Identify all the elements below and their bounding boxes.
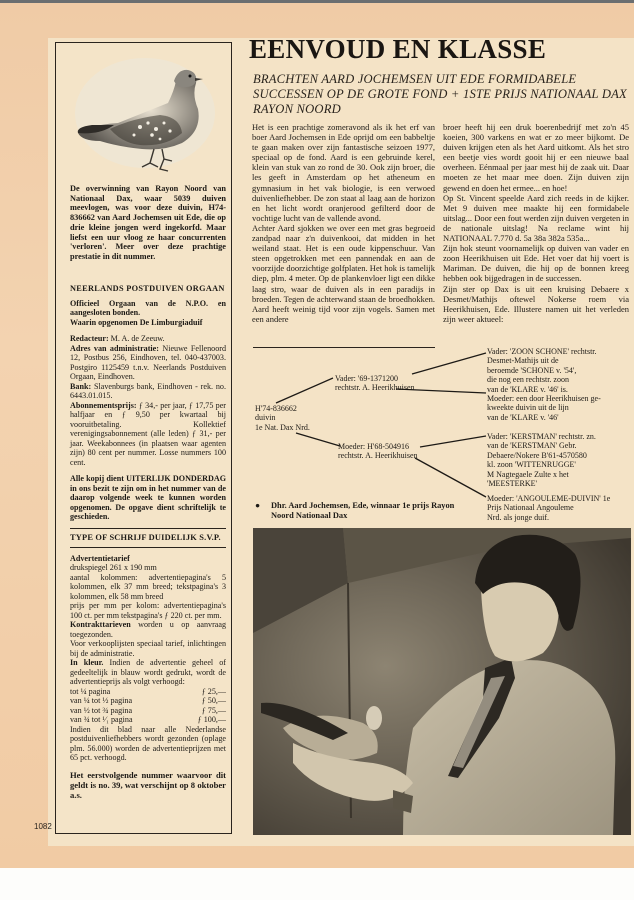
pedigree-line: beroemde 'SCHONE v. '54',	[487, 365, 577, 375]
column-divider	[253, 347, 435, 348]
pedigree-sire-parents	[487, 347, 601, 422]
pedigree-line: duivin	[255, 413, 276, 423]
pigeon-illustration	[70, 51, 220, 176]
distribution-note: Indien dit blad naar alle Nederlandse postduivenliefhebbers wordt gezonden (oplage plm. 56.000) worden de advertentieprijzen met 65 pct. verhoogd.	[70, 724, 226, 763]
masthead-details	[70, 334, 226, 467]
color-text: Indien de advertentie geheel of gedeeltelijk in blauw wordt gedrukt, wordt de advertentieprijs als volgt verhoogd:	[70, 658, 226, 687]
advertising-heading: Advertentietarief	[70, 553, 130, 563]
detail-label: Redacteur:	[70, 334, 109, 344]
copy-deadline-notice: Alle kopij dient UITERLIJK DONDERDAG in ons bezit te zijn om in het nummer van de daarop volgende week te kunnen worden opgenomen. De opgave dient schriftelijk te geschieden.	[70, 474, 226, 522]
sales-lists: Voor verkooplijsten speciaal tarief, inlichtingen bij de administratie.	[70, 639, 226, 658]
detail-label: Bank:	[70, 381, 92, 391]
paragraph: Achter Aard sjokken we over een met gras begroeid zandpad naar z'n duivenkooi, dat midden in het weiland staat. Het is een oude kippenschuur. Van steen opgetrokken met een pannendak en aan de voorzijde doorzichtige golfplaten. Het hok is tamelijk diep, plm. 4 meter. Op de plankenvloer ligt een dikke laag stro, waar de duiven als in een paradijs in broeden. Tegen de achterwand staan de broedhokken. Aard heeft weinig tijd voor zijn vogels. Samen met een andere	[252, 222, 435, 324]
detail-value: Slavenburgs bank, Eindhoven - rek. no. 6443.01.015.	[70, 381, 226, 401]
pedigree-dam	[338, 442, 418, 461]
type-notice: TYPE OF SCHRIJF DUIDELIJK S.V.P.	[70, 532, 221, 542]
detail-value: Nieuwe Fellenoord 12, Postbus 256, Eindhoven, tel. 040-437003. Postgiro 1125459 t.n.v. Neerlands Postduiven Orgaan, Eindhoven.	[70, 343, 226, 382]
price-row	[70, 706, 226, 716]
pedigree-line: van de 'KERSTMAN' Gebr.	[487, 441, 577, 451]
price-range: tot ¼ pagina	[70, 686, 111, 696]
paragraph: Zijn ster op Dax is uit een kruising Debaere x Desmet/Mathijs oftewel Nokerse roem via Heerikhuisen, Ede. Illustere namen uit het verleden zijn weer aktueel:	[443, 283, 629, 324]
article-column-1	[252, 122, 435, 324]
advertising-rates	[70, 554, 226, 763]
pedigree-line: Moeder: een door Heerikhuisen ge-	[487, 394, 601, 404]
pedigree-line: kl. zoon 'WITTENRUGGE'	[487, 460, 576, 470]
pedigree-line: Moeder: H'68-504916	[338, 442, 409, 451]
page-number: 1082	[34, 822, 52, 831]
advertising-line: prijs per mm per kolom: advertentiepagina's 100 ct. per mm tekstpagina's ƒ 220 ct. per mm.	[70, 601, 226, 620]
paragraph: broer heeft hij een druk boerenbedrijf met zo'n 45 koeien, 300 varkens en wat er zo meer bijkomt. De duiven krijgen eten als het Aard uitkomt. Als het stro een beetje vies wordt gooit hij er een nieuwe baal overheen. Eénmaal per jaar mest hij de zaak uit. Daar moeten ze het maar mee doen. Zijn duiven zijn gewend en doen het ermee... en hoe!	[443, 122, 629, 193]
pedigree-line: Moeder: 'ANGOULEME-DUIVIN' 1e	[487, 494, 611, 503]
pedigree-sire	[335, 374, 415, 393]
price-range: van ¾ tot ¹⁄₁ pagina	[70, 715, 133, 725]
advertising-line: aantal kolommen: advertentiepagina's 5 kolommen, elk 37 mm breed; tekstpagina's 3 kolommen, elk 58 mm breed	[70, 572, 226, 601]
masthead-official	[70, 299, 226, 328]
price-value: ƒ 100,—	[197, 715, 226, 725]
article-subtitle: BRACHTEN AARD JOCHEMSEN UIT EDE FORMIDABELE SUCCESSEN OP DE GROTE FOND + 1STE PRIJS NATIONAAL DAX RAYON NOORD	[253, 72, 627, 116]
contract-text: worden u op aanvraag toegezonden.	[70, 620, 226, 639]
pedigree-line: Vader: '69-1371200	[335, 374, 398, 383]
divider	[70, 547, 226, 548]
divider	[70, 528, 226, 529]
bullet-icon: ●	[255, 501, 261, 510]
photo-caption	[257, 501, 479, 521]
masthead-title: NEERLANDS POSTDUIVEN ORGAAN	[70, 283, 225, 293]
price-value: ƒ 25,—	[201, 686, 226, 696]
price-row	[70, 687, 226, 697]
masthead-includes-line: Waarin opgenomen De Limburgiaduif	[70, 317, 203, 327]
contract-rates	[70, 620, 226, 639]
pedigree-dam-dam	[487, 494, 610, 522]
price-value: ƒ 50,—	[201, 696, 226, 706]
price-range: van ¼ tot ½ pagina	[70, 696, 133, 706]
color-rates	[70, 658, 226, 687]
photo-caption-text: Dhr. Aard Jochemsen, Ede, winnaar 1e prijs Rayon Noord Nationaal Dax	[271, 501, 455, 520]
pedigree-line: M Nagtegaele Zulte x het	[487, 469, 569, 479]
detail-label: Adres van administratie:	[70, 343, 159, 353]
masthead-box	[55, 42, 232, 834]
pedigree-line: H'74-836662	[255, 404, 297, 413]
pedigree-line: van de 'KLARE v. '46' is.	[487, 384, 568, 394]
paragraph: Op St. Vincent speelde Aard zich reeds in de kijker. Met 9 duiven mee maakte hij een formidabele uitslag... Door een fout werden zijn duiven vergeten in de nationale uitslag! Na reclame wint hij NATIONAAL 7.770 d. 5a 38a 382a 535a...	[443, 192, 629, 244]
masthead-official-line: Officieel Orgaan van de N.P.O. en aangesloten bonden.	[70, 298, 226, 318]
scan-margin	[0, 868, 634, 900]
paragraph: Het is een prachtige zomeravond als ik het erf van boer Aard Jochemsen in Ede oprijd om een babbeltje te gaan maken over zijn fantastische seizoen 1977, speciaal op de fond. Aard is een gebruinde kerel, klein van stuk van zo rond de 30. Ook zijn broer, die les geeft in Amsterdam op het atheneum en gymnasium in het vak biologie, is een verwoed duivenliefhebber. De zon staat al laag aan de horizon en het licht wordt oranjerood gefilterd door de vochtige lucht van de vallende avond.	[252, 122, 435, 223]
pedigree-line: 'MEESTERKE'	[487, 479, 537, 489]
color-label: In kleur.	[70, 658, 104, 668]
pedigree-line: rechtstr. A. Heerikhuisen	[335, 383, 415, 393]
next-issue-notice: Het eerstvolgende nummer waarvoor dit geldt is no. 39, wat verschijnt op 8 oktober a.s.	[70, 769, 226, 800]
pedigree-line: kweekte duivin uit de lijn	[487, 403, 569, 413]
pedigree-line: Vader: 'KERSTMAN' rechtstr. zn.	[487, 432, 596, 441]
pedigree-line: Nrd. als jonge duif.	[487, 512, 549, 522]
detail-value: M. A. de Zeeuw.	[108, 334, 165, 344]
contract-label: Kontrakttarieven	[70, 620, 131, 630]
price-value: ƒ 75,—	[201, 705, 226, 715]
pedigree-dam-sire	[487, 432, 596, 488]
detail-address	[70, 344, 226, 382]
pedigree-root	[255, 404, 310, 432]
pedigree-line: die nog een rechtstr. zoon	[487, 375, 569, 385]
price-row	[70, 696, 226, 706]
detail-value: ƒ 34,- per jaar, ƒ 17,75 per halfjaar en ƒ 9,50 per kwartaal bij vooruitbetaling. Kollektief verenigingsabonnement (alle leden) ƒ 31,- per jaar. Weekabonnees (in plaatsen waar agenten zijn) 80 cent per nummer. Losse nummers 100 cent.	[70, 400, 226, 467]
pedigree-line: van de 'KLARE v. '46'	[487, 412, 559, 422]
pedigree-line: Prijs Nationaal Angouleme	[487, 503, 574, 513]
article-title: EENVOUD EN KLASSE	[249, 34, 547, 64]
price-range: van ½ tot ¾ pagina	[70, 705, 133, 715]
paragraph: Zijn hok steunt voornamelijk op duiven van vader en zoon Heerikhuisen uit Ede. Het voer dat hij voert is Mariman. De duiven, die hij op de bonnen kreeg hebben ook bijgedragen in de successen.	[443, 243, 629, 284]
pigeon-caption: De overwinning van Rayon Noord van Nationaal Dax, waar 5039 duiven meevlogen, was voor deze duivin, H74-836662 van Aard Jochemsen uit Ede, die op drie kleine jongen werd ingekorfd. Maar liefst een uur vloog ze haar concurrenten 'verloren'. Meer over deze prachtige prestatie in dit nummer.	[70, 184, 226, 261]
detail-label: Abonnementsprijs:	[70, 400, 137, 410]
pedigree-line: Debaere/Nokere B'61-4570580	[487, 450, 587, 460]
article-column-2	[443, 122, 629, 324]
detail-bank	[70, 382, 226, 401]
advertising-line: drukspiegel 261 x 190 mm	[70, 563, 157, 573]
price-row	[70, 715, 226, 725]
detail-subscription	[70, 401, 226, 468]
detail-editor	[70, 334, 226, 344]
man-holding-pigeon-photo	[253, 528, 631, 835]
pedigree-line: Vader: 'ZOON SCHONE' rechtstr.	[487, 347, 597, 356]
pedigree-line: rechtstr. A. Heerikhuisen	[338, 451, 418, 461]
pedigree-line: Desmet-Mathijs uit de	[487, 356, 559, 366]
pedigree-line: 1e Nat. Dax Nrd.	[255, 422, 310, 432]
